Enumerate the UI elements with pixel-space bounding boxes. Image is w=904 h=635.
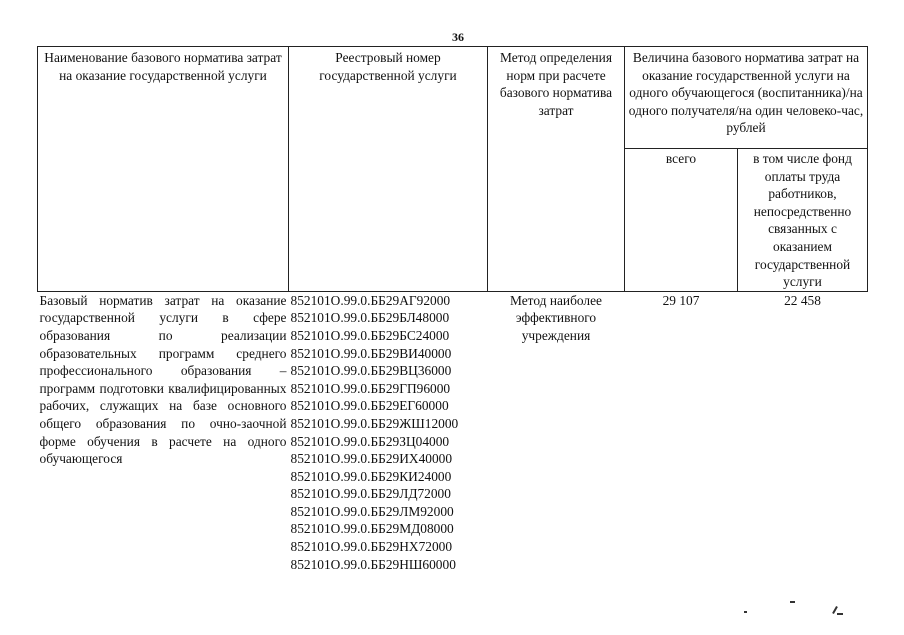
registry-code: 852101О.99.0.ББ29ЕГ60000 [290,398,449,414]
registry-code: 852101О.99.0.ББ29ВИ40000 [290,345,452,361]
registry-code: 852101О.99.0.ББ29ВЦ36000 [290,363,452,379]
registry-code: 852101О.99.0.ББ29ЛД72000 [290,486,451,502]
header-service-name: Наименование базового норматива затрат на оказание государственной услуги [38,47,289,292]
registry-code: 852101О.99.0.ББ29НХ72000 [290,539,453,555]
registry-code: 852101О.99.0.ББ29ГП96000 [290,380,451,396]
registry-code: 852101О.99.0.ББ29ИХ40000 [290,451,453,467]
service-description: Базовый норматив затрат на оказание государственной услуги в сфере образования по реализации образовательных программ среднего профессионального образования – программ подготовки квалифицированных рабочих, служащих на базе основного общего образования по очно-заочной форме обучения в расчете на одного обучающегося [39,292,287,467]
header-payroll: в том числе фонд оплаты труда работников, непосредственно связанных с оказанием государственной услуги [738,149,868,292]
registry-codes-list [289,291,488,573]
header-method: Метод определения норм при расчете базового норматива затрат [488,47,625,292]
table-row [38,291,868,573]
payroll-value: 22 458 [784,292,821,308]
registry-code: 852101О.99.0.ББ29ЛМ92000 [290,503,454,519]
total-value: 29 107 [662,292,700,308]
scan-mark [744,611,747,613]
header-total: всего [625,149,738,292]
page-number: 36 [452,30,464,44]
registry-code: 852101О.99.0.ББ29НШ60000 [290,556,456,572]
norms-table [37,46,868,573]
scan-mark [837,613,843,615]
registry-code: 852101О.99.0.ББ29ЖШ12000 [290,415,459,431]
scan-mark [790,601,795,603]
registry-code: 852101О.99.0.ББ29МД08000 [290,521,454,537]
method-cell: Метод наиболее эффективного учреждения [510,292,602,343]
registry-code: 852101О.99.0.ББ29БС24000 [290,327,450,343]
registry-code: 852101О.99.0.ББ29АГ92000 [290,292,451,308]
registry-code: 852101О.99.0.ББ29БЛ48000 [290,310,450,326]
header-norm-value: Величина базового норматива затрат на оказание государственной услуги на одного обучающегося (воспитанника)/на одного получателя/на один человеко-час, рублей [625,47,868,149]
registry-code: 852101О.99.0.ББ29ЗЦ04000 [290,433,450,449]
header-registry-number: Реестровый номер государственной услуги [289,47,488,292]
registry-code: 852101О.99.0.ББ29КИ24000 [290,468,452,484]
